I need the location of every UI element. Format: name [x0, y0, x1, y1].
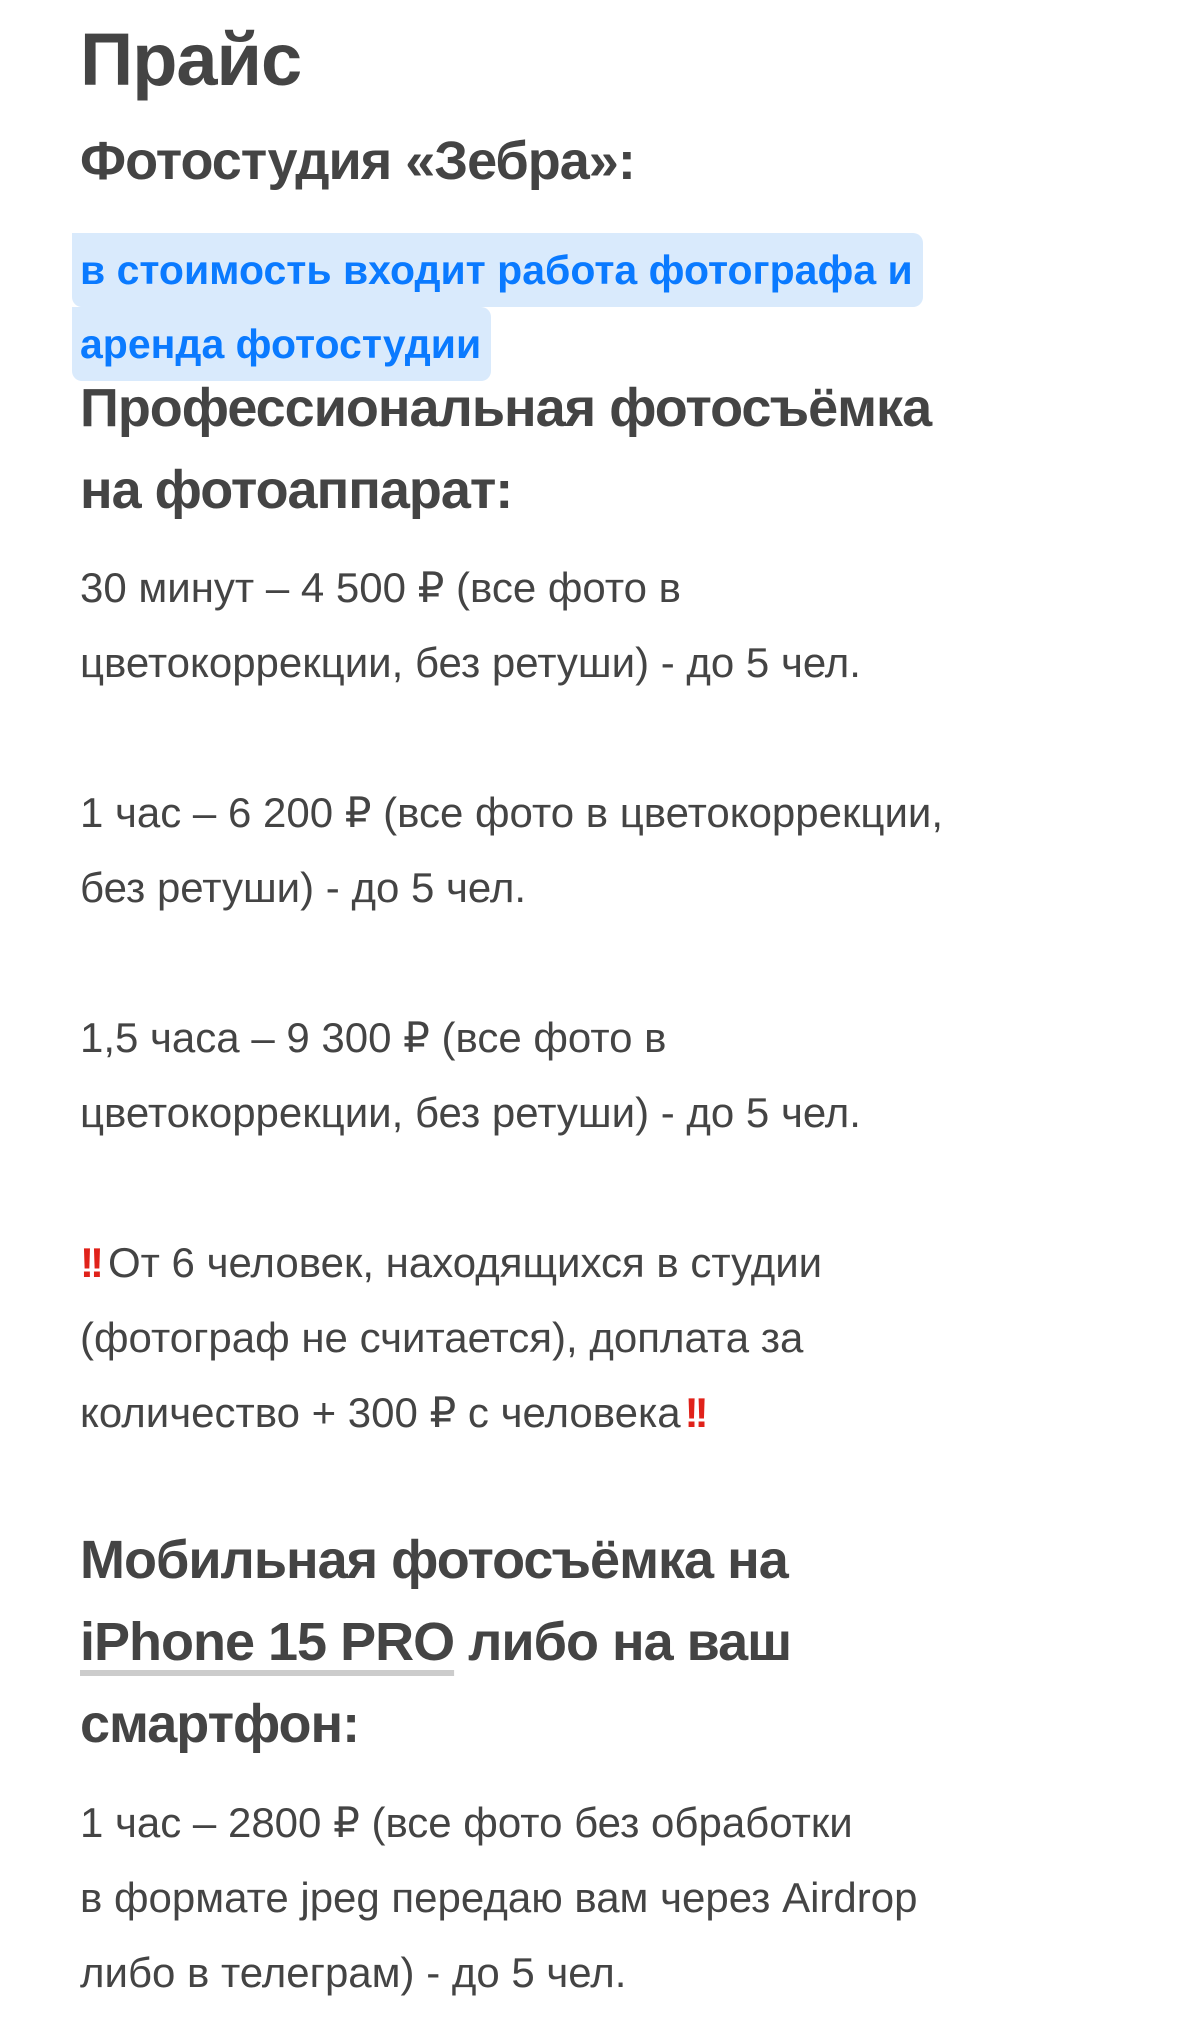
- price-item-1-5h: 1,5 часа – 9 300 ₽ (все фото в цветокоррекции, без ретуши) - до 5 чел.: [80, 1014, 861, 1136]
- price-item-mobile-1h: 1 час – 2800 ₽ (все фото без обработки в формате jpeg передаю вам через Airdrop либо в телеграм) - до 5 чел.: [80, 1799, 918, 1996]
- mobile-section-heading: Мобильная фотосъёмка на iPhone 15 PRO либо на ваш смартфон:: [80, 1530, 792, 1754]
- price-item-30min: 30 минут – 4 500 ₽ (все фото в цветокоррекции, без ретуши) - до 5 чел.: [80, 564, 861, 686]
- studio-heading: Фотостудия «Зебра»:: [80, 131, 635, 191]
- page-title: Прайс: [80, 18, 302, 101]
- double-exclamation-icon: !!: [684, 1389, 705, 1436]
- iphone-link[interactable]: iPhone 15 PRO: [80, 1612, 455, 1672]
- double-exclamation-icon: !!: [80, 1239, 100, 1286]
- studio-note-highlight: в стоимость входит работа фотографа и аренда фотостудии: [80, 233, 1139, 381]
- price-item-1h: 1 час – 6 200 ₽ (все фото в цветокоррекции, без ретуши) - до 5 чел.: [80, 789, 944, 911]
- extra-people-notice: !! От 6 человек, находящихся в студии (фотограф не считается), доплата за количество + 300 ₽ с человека!!: [80, 1239, 823, 1436]
- pro-section-heading: Профессиональная фотосъёмка на фотоаппарат:: [80, 378, 932, 520]
